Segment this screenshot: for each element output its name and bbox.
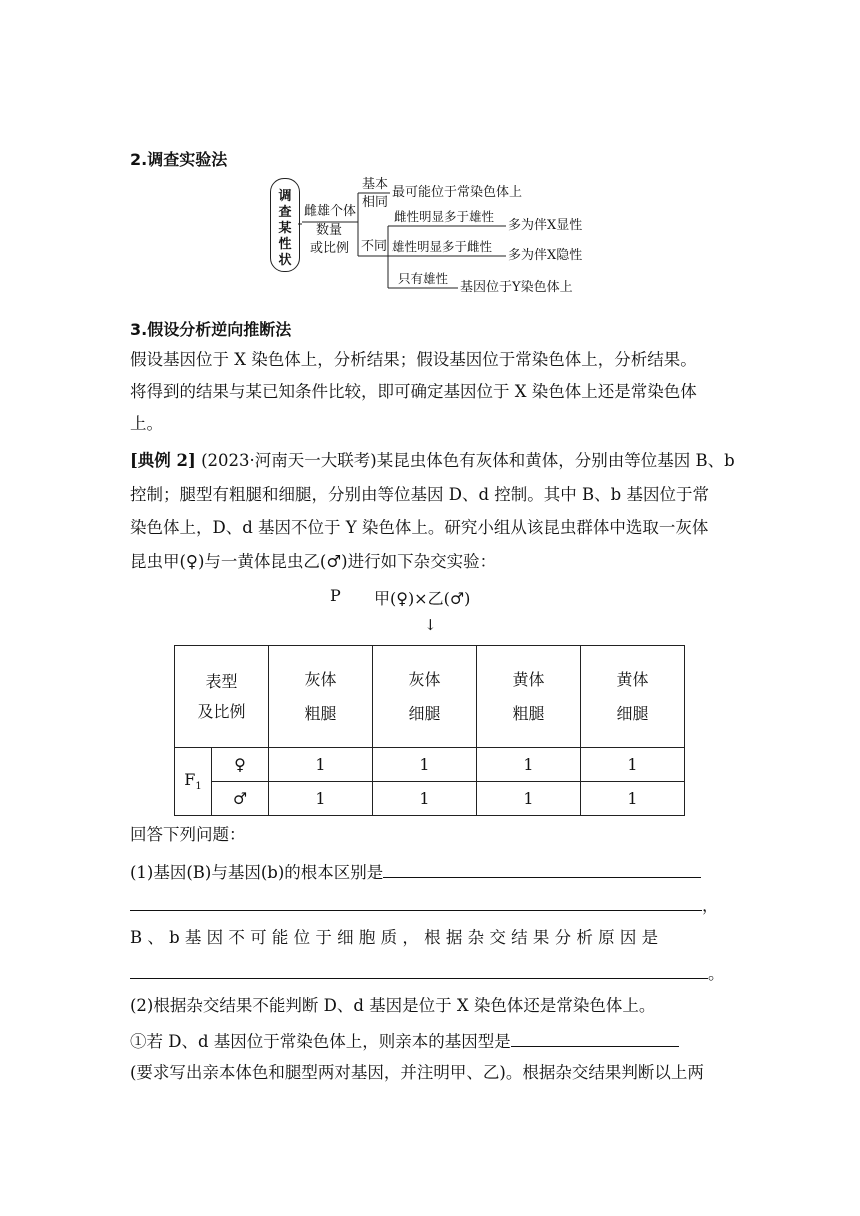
female-symbol: ♀	[212, 748, 269, 782]
example-line-3: 染色体上，D、d 基因不位于 Y 染色体上。研究小组从该昆虫群体中选取一灰体	[130, 518, 709, 537]
section-2-title: 2.调查实验法	[130, 150, 228, 169]
q1-blank-line-2	[130, 962, 730, 984]
male-symbol: ♂	[212, 782, 269, 816]
section-3-title: 3.假设分析逆向推断法	[130, 320, 292, 339]
diagram-root-line3: 或比例	[310, 241, 350, 256]
col-top: 灰体	[408, 669, 441, 689]
table-row-male	[175, 782, 685, 816]
col-top: 黄体	[616, 669, 649, 689]
example-source: (2023·河南天一大联考)	[201, 451, 377, 470]
example-tag: [典例 2]	[130, 451, 196, 470]
table-header-label	[175, 646, 269, 748]
col-bottom: 粗腿	[512, 703, 545, 723]
sub1-label: 雌性明显多于雄性	[394, 209, 495, 224]
section-3-line: 上。	[130, 414, 163, 433]
branch-same-top: 基本	[362, 177, 389, 192]
questions-intro: 回答下列问题：	[130, 825, 246, 844]
header-line1: 表型	[205, 671, 238, 691]
example-line-2: 控制；腿型有粗腿和细腿，分别由等位基因 D、d 控制。其中 B、b 基因位于常	[130, 485, 709, 504]
table-cell: 1	[269, 782, 373, 816]
oval-char: 性	[278, 237, 292, 252]
branch-same-bottom: 相同	[362, 195, 389, 210]
q2-line: (2)根据杂交结果不能判断 D、d 基因是位于 X 染色体还是常染色体上。	[130, 996, 656, 1015]
branch-diff: 不同	[361, 239, 388, 254]
col-bottom: 粗腿	[304, 703, 337, 723]
oval-char: 调	[278, 189, 292, 204]
sub2-result: 多为伴X隐性	[508, 248, 583, 263]
answer-blank[interactable]	[130, 962, 708, 979]
sub2-label: 雄性明显多于雌性	[392, 239, 493, 254]
gen-label: F	[184, 770, 196, 790]
sub3-result: 基因位于Y染色体上	[460, 280, 573, 295]
cross-parents: 甲(♀)×乙(♂)	[374, 589, 471, 608]
generation-label	[175, 748, 212, 816]
table-cell: 1	[269, 748, 373, 782]
table-cell: 1	[373, 782, 477, 816]
col-bottom: 细腿	[408, 703, 441, 723]
table-cell: 1	[373, 748, 477, 782]
table-col-header	[373, 646, 477, 748]
example-line-1	[130, 451, 735, 471]
diagram-root-line1: 雌雄个体	[304, 204, 357, 219]
cross-p-label: P	[330, 586, 341, 605]
table-col-header	[269, 646, 373, 748]
sub1-result: 多为伴X显性	[508, 218, 583, 233]
comma: ，	[702, 896, 719, 915]
col-top: 黄体	[512, 669, 545, 689]
answer-blank[interactable]	[383, 861, 701, 878]
table-cell: 1	[581, 748, 685, 782]
col-top: 灰体	[304, 669, 337, 689]
q2-1-line	[130, 1030, 730, 1052]
cross-result-table	[174, 645, 685, 816]
result-same: 最可能位于常染色体上	[392, 185, 523, 200]
q1-line-b: B 、 b 基 因 不 可 能 位 于 细 胞 质 ， 根 据 杂 交 结 果 分 析 原 因 是	[130, 928, 659, 947]
oval-char: 状	[278, 253, 292, 268]
cross-arrow: ↓	[424, 616, 437, 634]
gen-sub: 1	[195, 781, 202, 793]
diagram-root-line2: 数量	[316, 223, 343, 238]
table-cell: 1	[477, 748, 581, 782]
section-3-line: 假设基因位于 X 染色体上，分析结果；假设基因位于常染色体上，分析结果。	[130, 350, 697, 369]
answer-blank[interactable]	[511, 1030, 679, 1047]
q1-a-text: (1)基因(B)与基因(b)的根本区别是	[130, 863, 384, 882]
oval-char: 查	[278, 205, 292, 220]
example-line1-rest: 某昆虫体色有灰体和黄体，分别由等位基因 B、b	[376, 451, 735, 470]
oval-char: 某	[278, 221, 292, 236]
table-header-row	[175, 646, 685, 748]
header-line2: 及比例	[197, 701, 246, 721]
table-col-header	[477, 646, 581, 748]
q1-blank-line	[130, 894, 730, 916]
answer-blank[interactable]	[130, 894, 702, 911]
q2-1-cont-line: (要求写出亲本体色和腿型两对基因，并注明甲、乙)。根据杂交结果判断以上两	[130, 1063, 704, 1082]
table-cell: 1	[477, 782, 581, 816]
col-bottom: 细腿	[616, 703, 649, 723]
table-row-female	[175, 748, 685, 782]
section-3-line: 将得到的结果与某已知条件比较，即可确定基因位于 X 染色体上还是常染色体	[130, 382, 697, 401]
table-col-header	[581, 646, 685, 748]
sub3-label: 只有雄性	[398, 271, 449, 286]
period: 。	[708, 964, 725, 983]
q1-line-a	[130, 861, 730, 883]
q2-1-text: ①若 D、d 基因位于常染色体上，则亲本的基因型是	[130, 1032, 511, 1051]
table-cell: 1	[581, 782, 685, 816]
example-line-4: 昆虫甲(♀)与一黄体昆虫乙(♂)进行如下杂交实验：	[130, 552, 497, 571]
